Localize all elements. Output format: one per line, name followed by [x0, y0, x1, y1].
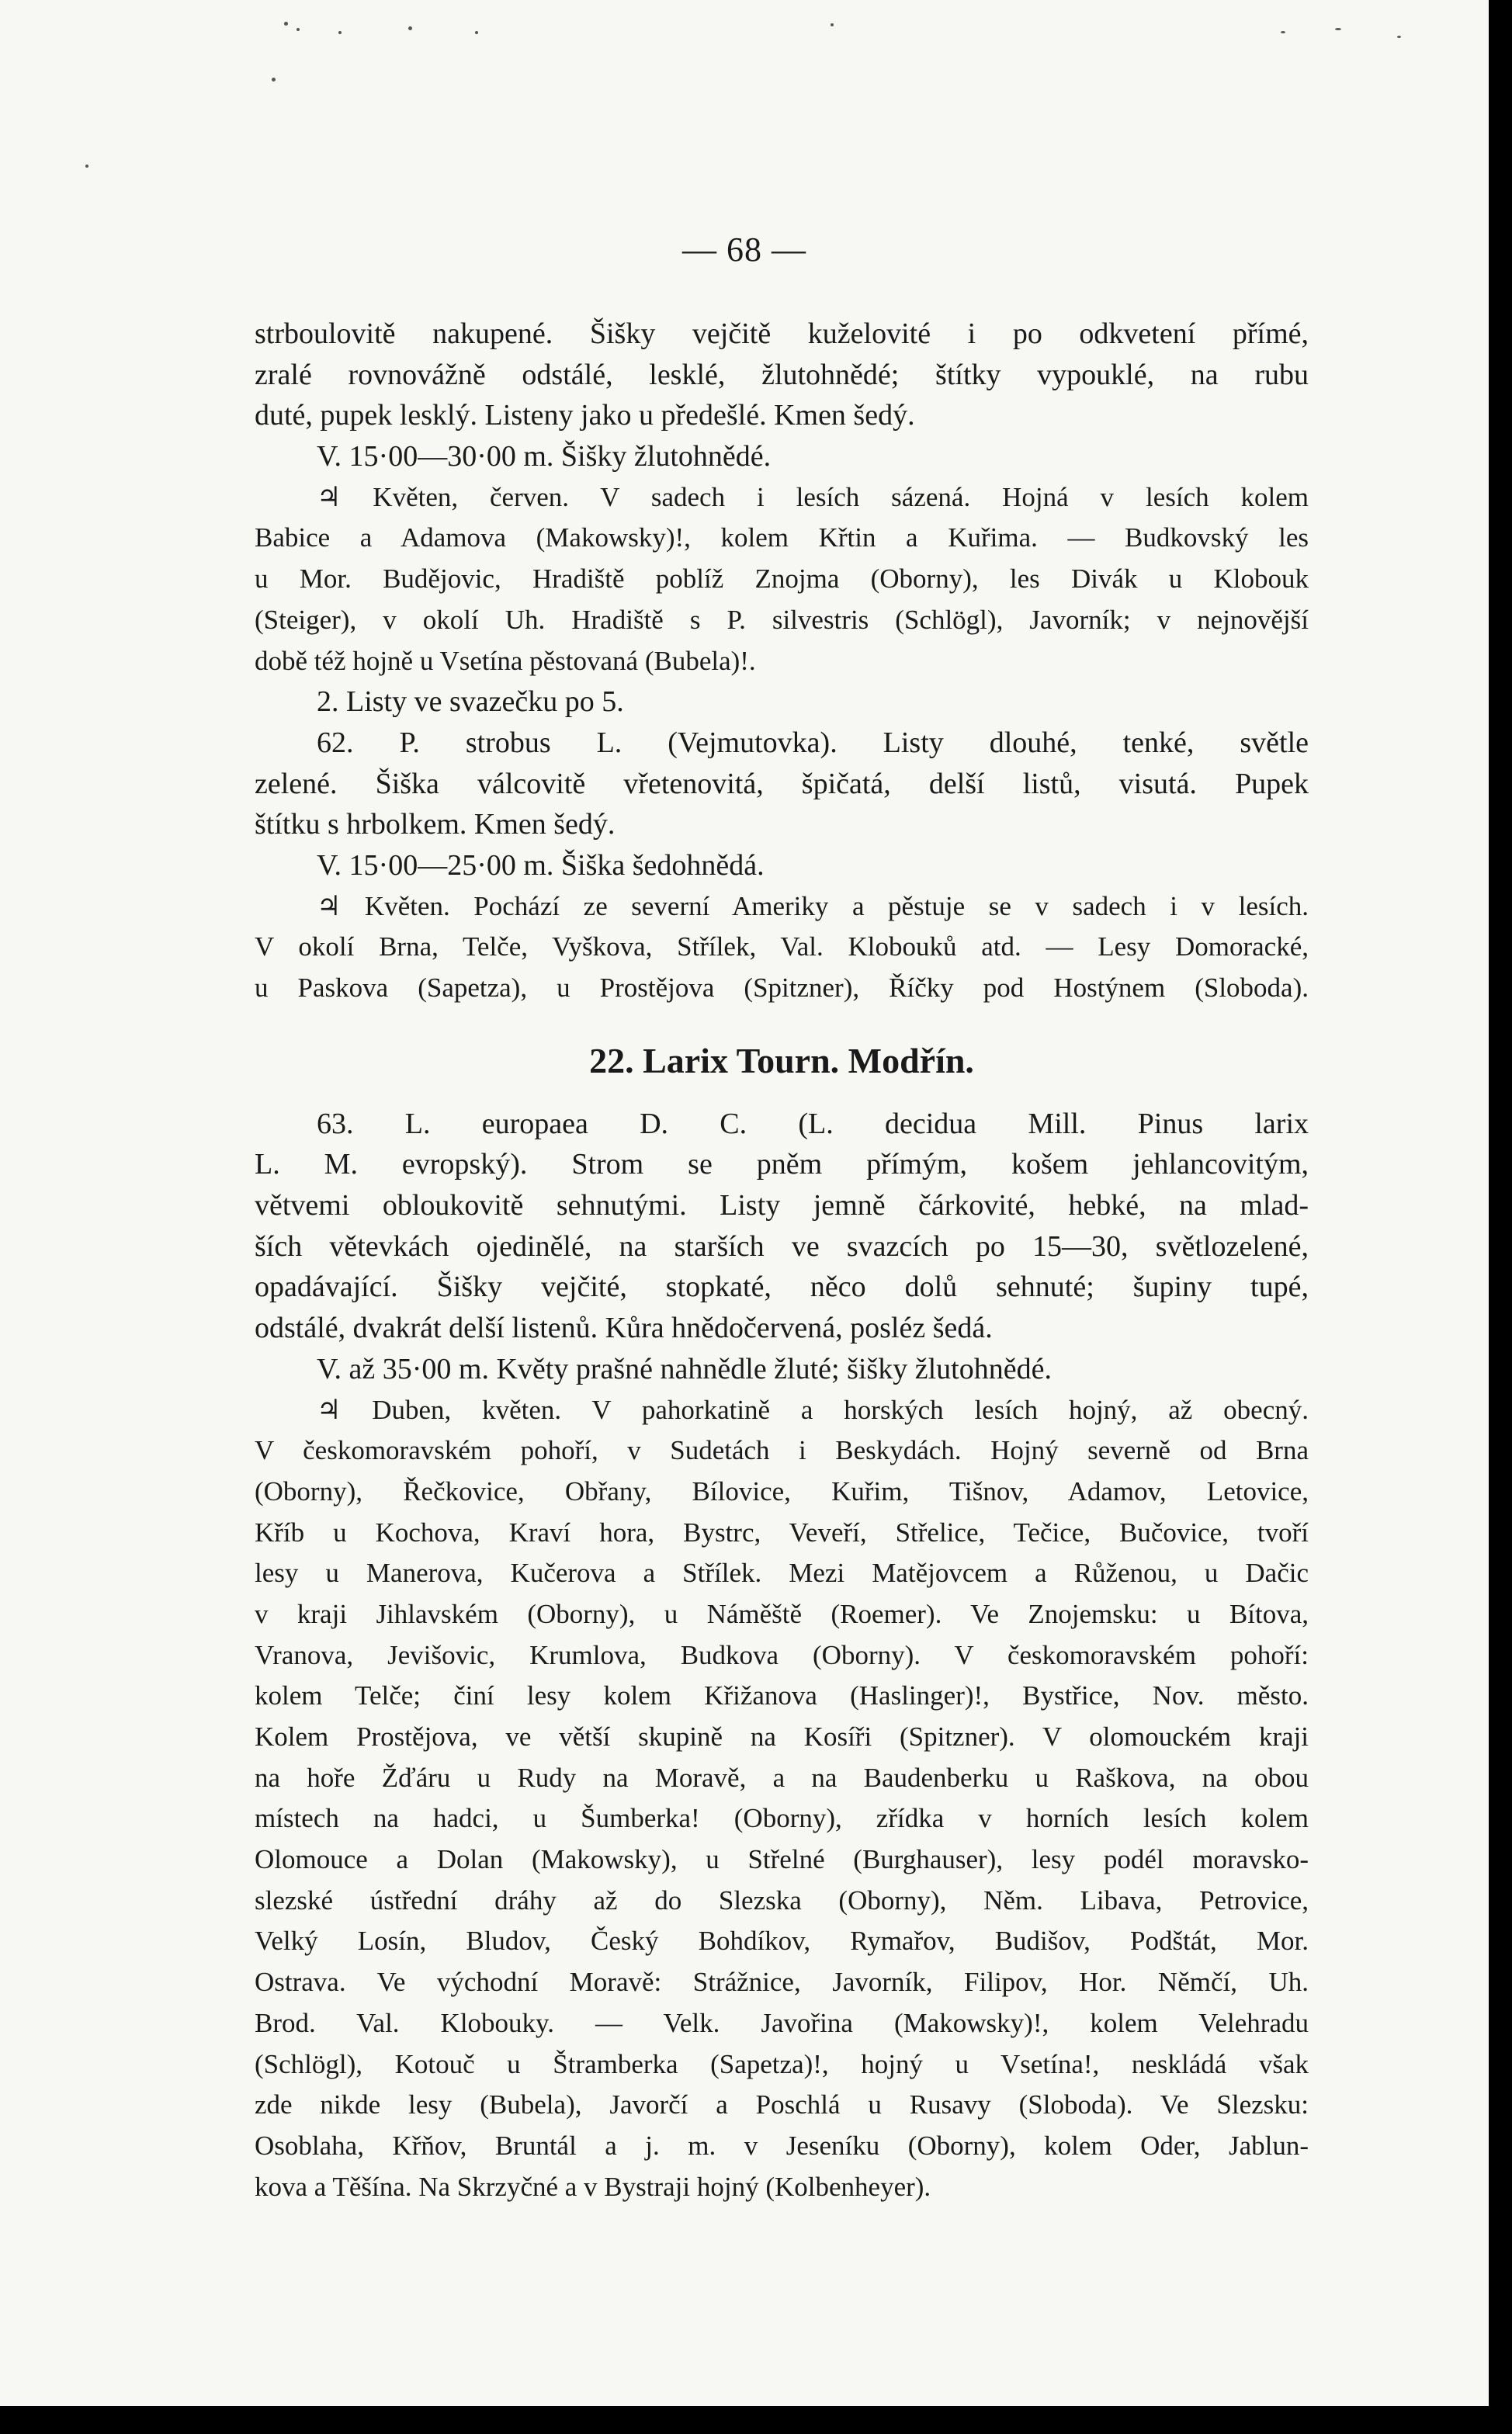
text-line: u Paskova (Sapetza), u Prostějova (Spitzner), Říčky pod Hostýnem (Sloboda). — [255, 973, 1309, 1003]
spacer — [255, 1009, 1309, 1037]
scan-speck — [85, 165, 88, 168]
text-line: Velký Losín, Bludov, Český Bohdíkov, Rymařov, Budišov, Podštát, Mor. — [255, 1926, 1309, 1957]
text-line: duté, pupek lesklý. Listeny jako u předešlé. Kmen šedý. — [255, 399, 915, 432]
text-line: opadávající. Šišky vejčité, stopkaté, něco dolů sehnuté; šupiny tupé, — [255, 1271, 1309, 1304]
scan-speck — [831, 23, 834, 26]
scan-speck — [297, 28, 300, 31]
paragraph-pinus-strobus — [255, 723, 1309, 886]
text-line: ♃ Květen, červen. V sadech i lesích sázená. Hojná v lesích kolem — [317, 481, 1309, 512]
text-line: (Schlögl), Kotouč u Štramberka (Sapetza)!, hojný u Vsetína!, neskládá však — [255, 2048, 1309, 2079]
text-line: Babice a Adamova (Makowsky)!, kolem Křtin a Kuřima. — Budkovský les — [255, 522, 1309, 553]
text-line: ších větevkách ojedinělé, na starších ve svazcích po 15—30, světlozelené, — [255, 1229, 1309, 1263]
paragraph-larix-description — [255, 1104, 1309, 1390]
text-line: (Oborny), Řečkovice, Obřany, Bílovice, Kuřim, Tišnov, Adamov, Letovice, — [255, 1475, 1309, 1507]
text-line: 62. P. strobus L. (Vejmutovka). Listy dlouhé, tenké, světle — [317, 726, 1309, 759]
text-line: V. 15·00—30·00 m. Šišky žlutohnědé. — [317, 440, 772, 473]
text-line: kova a Těšína. Na Skrzyčné a v Bystraji hojný (Kolbenheyer). — [255, 2171, 931, 2202]
scan-speck — [1335, 28, 1341, 30]
text-line: na hoře Žďáru u Rudy na Moravě, a na Baudenberku u Raškova, na obou — [255, 1762, 1309, 1793]
text-line: u Mor. Budějovic, Hradiště poblíž Znojma (Oborny), les Divák u Klobouk — [255, 563, 1309, 595]
text-line: lesy u Manerova, Kučerova a Střílek. Mezi Matějovcem a Růženou, u Dačic — [255, 1558, 1309, 1589]
text-line: Ostrava. Ve východní Moravě: Strážnice, Javorník, Filipov, Hor. Němčí, Uh. — [255, 1967, 1309, 1998]
text-line: Osoblaha, Křňov, Bruntál a j. m. v Jeseníku (Oborny), kolem Oder, Jablun- — [255, 2130, 1309, 2161]
scan-speck — [284, 22, 288, 26]
scan-speck — [338, 31, 342, 34]
text-line: Kolem Prostějova, ve větší skupině na Kosíři (Spitzner). V olomouckém kraji — [255, 1721, 1309, 1752]
text-line: V. až 35·00 m. Květy prašné nahnědle žluté; šišky žlutohnědé. — [317, 1352, 1052, 1385]
text-line: ♃ Duben, květen. V pahorkatině a horských lesích hojný, až obecný. — [317, 1394, 1309, 1425]
text-line: Kříb u Kochova, Kraví hora, Bystrc, Veveří, Střelice, Tečice, Bučovice, tvoří — [255, 1517, 1309, 1548]
paragraph-pinus-distribution — [255, 477, 1309, 681]
text-line: větvemi obloukovitě sehnutými. Listy jemně čárkovité, hebké, na mlad- — [255, 1189, 1309, 1222]
scan-speck — [408, 26, 412, 30]
key-item-2: 2. Listy ve svazečku po 5. — [317, 685, 624, 719]
page-number: — 68 — — [682, 231, 806, 269]
text-line: štítku s hrbolkem. Kmen šedý. — [255, 808, 616, 841]
spacer — [255, 1085, 1309, 1104]
paragraph-pinus-description — [255, 314, 1309, 477]
text-line: slezské ústřední dráhy až do Slezska (Oborny), Něm. Libava, Petrovice, — [255, 1884, 1309, 1916]
scan-speck — [475, 31, 478, 34]
scan-speck — [272, 78, 276, 81]
text-line: v kraji Jihlavském (Oborny), u Náměště (Roemer). Ve Znojemsku: u Bítova, — [255, 1598, 1309, 1629]
text-line: zelené. Šiška válcovitě vřetenovitá, špičatá, delší listů, visutá. Pupek — [255, 767, 1309, 800]
paragraph-strobus-distribution — [255, 886, 1309, 1009]
text-line: (Steiger), v okolí Uh. Hradiště s P. silvestris (Schlögl), Javorník; v nejnovější — [255, 604, 1309, 635]
text-line: ♃ Květen. Pochází ze severní Ameriky a pěstuje se v sadech i v lesích. — [317, 890, 1309, 921]
text-line: zralé rovnovážně odstálé, lesklé, žlutohnědé; štítky vypouklé, na rubu — [255, 358, 1309, 391]
text-line: kolem Telče; činí lesy kolem Křižanova (Haslinger)!, Bystřice, Nov. město. — [255, 1680, 1309, 1711]
scan-speck — [1397, 36, 1401, 38]
text-line: V českomoravském pohoří, v Sudetách i Beskydách. Hojný severně od Brna — [255, 1435, 1309, 1466]
text-line: Brod. Val. Klobouky. — Velk. Javořina (Makowsky)!, kolem Velehradu — [255, 2007, 1309, 2038]
text-line: V okolí Brna, Telče, Vyškova, Střílek, Val. Klobouků atd. — Lesy Domoracké, — [255, 931, 1309, 962]
text-line: 63. L. europaea D. C. (L. decidua Mill. Pinus larix — [317, 1107, 1309, 1140]
paragraph-larix-distribution — [255, 1390, 1309, 2208]
text-line: L. M. evropský). Strom se pněm přímým, košem jehlancovitým, — [255, 1148, 1309, 1181]
text-line: zde nikde lesy (Bubela), Javorčí a Poschlá u Rusavy (Sloboda). Ve Slezsku: — [255, 2089, 1309, 2120]
section-heading: 22. Larix Tourn. Modřín. — [589, 1040, 974, 1080]
scan-speck — [1281, 31, 1285, 33]
text-line: době též hojně u Vsetína pěstovaná (Bubela)!. — [255, 645, 756, 676]
text-line: Olomouce a Dolan (Makowsky), u Střelné (Burghauser), lesy podél moravsko- — [255, 1844, 1309, 1875]
body-text — [255, 314, 1309, 2207]
text-line: strboulovitě nakupené. Šišky vejčitě kuželovité i po odkvetení přímé, — [255, 317, 1309, 350]
text-line: Vranova, Jevišovic, Krumlova, Budkova (Oborny). V českomoravském pohoří: — [255, 1639, 1309, 1670]
text-line: odstálé, dvakrát delší listenů. Kůra hnědočervená, posléz šedá. — [255, 1312, 993, 1345]
text-line: V. 15·00—25·00 m. Šiška šedohnědá. — [317, 848, 765, 882]
text-line: místech na hadci, u Šumberka! (Oborny), zřídka v horních lesích kolem — [255, 1803, 1309, 1834]
